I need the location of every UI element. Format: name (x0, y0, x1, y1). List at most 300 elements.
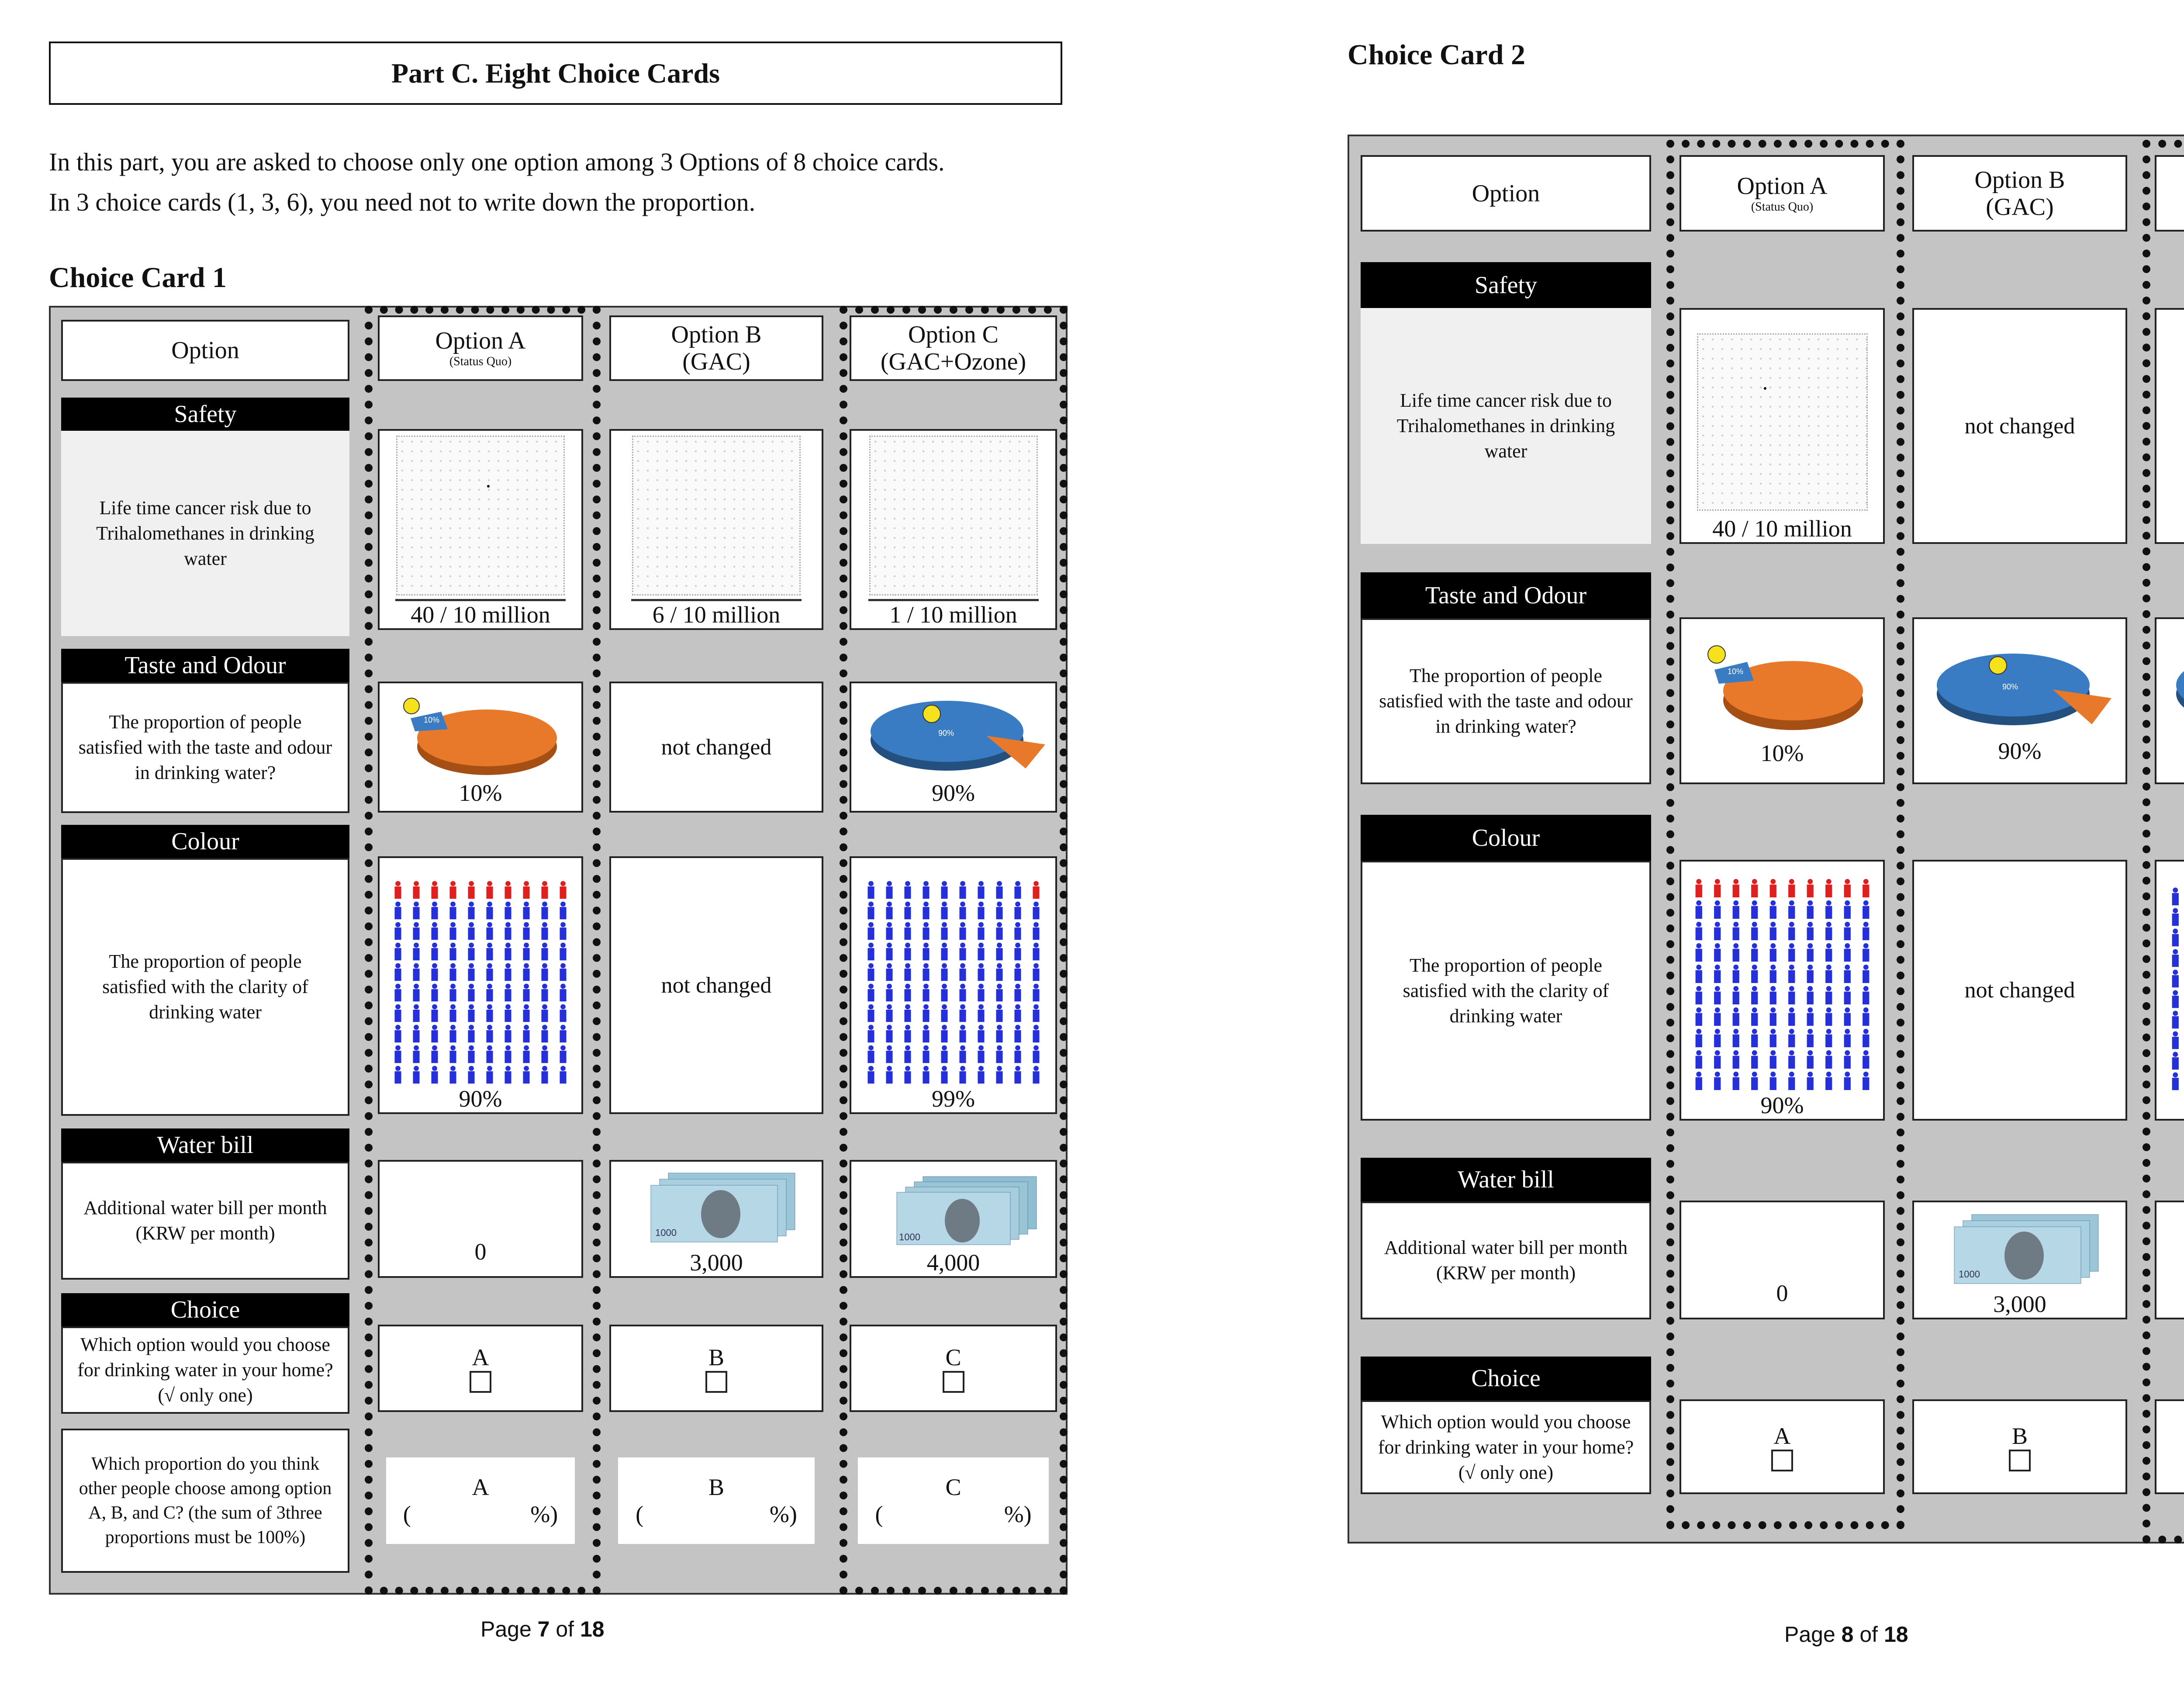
choice-b-checkbox[interactable] (705, 1371, 727, 1393)
person-icon (1769, 1050, 1776, 1069)
person-icon (413, 922, 419, 940)
risk-dot-grid (869, 436, 1038, 595)
smiley-icon (404, 698, 419, 714)
person-icon (1863, 986, 1869, 1004)
person-icon (1695, 1072, 1702, 1090)
person-icon (1732, 986, 1739, 1004)
person-icon (523, 1066, 529, 1084)
person-icon (523, 1045, 529, 1063)
person-icon (394, 963, 401, 981)
page-footer-right: Page 8 of 18 (1784, 1622, 1908, 1647)
person-icon (1751, 879, 1758, 897)
person-icon (886, 963, 892, 981)
person-icon (431, 963, 438, 981)
safety-option-b: 6 / 10 million (609, 429, 823, 630)
person-icon (523, 963, 529, 981)
person-icon (486, 984, 493, 1002)
person-icon (1807, 900, 1813, 919)
person-icon (1714, 1050, 1721, 1069)
person-icon (449, 963, 456, 981)
person-icon (941, 984, 947, 1002)
person-icon (486, 922, 493, 940)
person-icon (886, 881, 892, 899)
person-icon (1695, 965, 1702, 983)
person-icon (560, 1045, 566, 1063)
person-icon (394, 902, 401, 920)
person-icon (923, 902, 929, 920)
person-icon (941, 1045, 947, 1063)
choice-option-b[interactable]: B (609, 1325, 823, 1412)
person-icon (505, 1066, 511, 1084)
choice-b-checkbox[interactable] (2009, 1450, 2031, 1471)
pie-chart-10-percent (393, 688, 568, 779)
person-icon (523, 922, 529, 940)
person-icon (1714, 900, 1721, 919)
person-icon (886, 1004, 892, 1022)
option-b-header: Option B (GAC) (609, 315, 823, 381)
person-icon (867, 943, 874, 961)
colour-option-b: not changed (1912, 860, 2127, 1121)
svg-text:1000: 1000 (898, 1232, 920, 1243)
person-icon (978, 1066, 984, 1084)
person-icon (1714, 943, 1721, 962)
person-icon (996, 984, 1002, 1002)
person-icon (486, 963, 493, 981)
person-icon (978, 881, 984, 899)
person-icon (1714, 1029, 1721, 1047)
person-icon (523, 881, 529, 899)
person-icon (959, 943, 966, 961)
person-icon (886, 1045, 892, 1063)
person-icon (394, 881, 401, 899)
person-icon (1807, 986, 1813, 1004)
person-icon (1807, 965, 1813, 983)
taste-option-c: 90% 90% (850, 682, 1057, 813)
person-icon (1695, 1007, 1702, 1026)
taste-option-c (2155, 617, 2184, 784)
person-icon (978, 1045, 984, 1063)
banknote-stack-icon (2167, 1216, 2184, 1291)
person-icon (1714, 965, 1721, 983)
person-icon (541, 1045, 548, 1063)
person-icon (1732, 943, 1739, 962)
person-icon (904, 1066, 911, 1084)
person-icon (1788, 943, 1795, 962)
person-icon (505, 881, 511, 899)
person-icon (923, 1025, 929, 1043)
person-icon (413, 984, 419, 1002)
person-icon (413, 1004, 419, 1022)
person-icon (1732, 900, 1739, 919)
taste-description: The proportion of people satisfied with the taste and odour in drinking water? (61, 682, 349, 813)
person-icon (886, 1066, 892, 1084)
person-icon (1788, 900, 1795, 919)
person-icon (1825, 879, 1832, 897)
person-icon (978, 1025, 984, 1043)
svg-text:10%: 10% (424, 716, 440, 724)
person-icon (941, 1004, 947, 1022)
person-icon (413, 1045, 419, 1063)
person-icon (923, 881, 929, 899)
safety-option-a: 40 / 10 million (1679, 308, 1885, 544)
choice-description: Which option would you choose for drinking water in your home? (√ only one) (61, 1326, 349, 1414)
safety-header: Safety (61, 398, 349, 431)
person-icon (1751, 965, 1758, 983)
person-icon (449, 943, 456, 961)
taste-option-a: 10% 10% (1679, 617, 1885, 784)
person-icon (2172, 908, 2179, 926)
person-icon (560, 922, 566, 940)
person-icon (1714, 879, 1721, 897)
person-icon (867, 1045, 874, 1063)
people-grid-99 (862, 880, 1045, 1085)
person-icon (486, 881, 493, 899)
person-icon (1863, 943, 1869, 962)
colour-description: The proportion of people satisfied with the clarity of drinking water (1361, 861, 1651, 1121)
taste-option-a: 10% 10% (378, 682, 583, 813)
person-icon (541, 984, 548, 1002)
person-icon (959, 1025, 966, 1043)
taste-description: The proportion of people satisfied with the taste and odour in drinking water? (1361, 618, 1651, 784)
intro-text: In this part, you are asked to choose only one option among 3 Options of 8 choice cards. In 3 choice cards (1, 3, 6), you need not to write down the proportion. (49, 148, 945, 216)
person-icon (923, 1045, 929, 1063)
person-icon (1825, 900, 1832, 919)
proportion-b-input[interactable] (643, 1501, 770, 1528)
person-icon (904, 1025, 911, 1043)
pie-chart-90-percent (2163, 637, 2184, 737)
person-icon (886, 922, 892, 940)
person-icon (1033, 1025, 1039, 1043)
colour-option-a: 90% (1679, 860, 1885, 1121)
person-icon (560, 881, 566, 899)
person-icon (449, 1004, 456, 1022)
person-icon (1844, 965, 1850, 983)
person-icon (996, 1045, 1002, 1063)
choice-option-b[interactable]: B (1912, 1399, 2127, 1494)
water-bill-header: Water bill (1361, 1158, 1651, 1201)
person-icon (2172, 1073, 2179, 1090)
person-icon (1033, 902, 1039, 920)
person-icon (413, 963, 419, 981)
proportion-description: Which proportion do you think other people choose among option A, B, and C? (the sum of 3three proportions must be 100%) (61, 1429, 349, 1573)
person-icon (1014, 1045, 1021, 1063)
person-icon (996, 1025, 1002, 1043)
colour-option-c (2155, 860, 2184, 1121)
person-icon (959, 984, 966, 1002)
person-icon (468, 1045, 474, 1063)
person-icon (867, 902, 874, 920)
option-b-header: Option B (GAC) (1912, 155, 2127, 232)
person-icon (959, 1045, 966, 1063)
safety-header: Safety (1361, 262, 1651, 308)
person-icon (904, 984, 911, 1002)
risk-dot-grid (632, 436, 801, 595)
person-icon (1751, 1050, 1758, 1069)
person-icon (413, 881, 419, 899)
person-icon (449, 1066, 456, 1084)
option-a-header: Option A (Status Quo) (378, 315, 583, 381)
person-icon (2172, 970, 2179, 988)
person-icon (1807, 1050, 1813, 1069)
person-icon (449, 984, 456, 1002)
choice-header: Choice (1361, 1357, 1651, 1400)
person-icon (1863, 922, 1869, 940)
person-icon (2172, 929, 2179, 947)
person-icon (886, 1025, 892, 1043)
svg-text:1000: 1000 (1959, 1269, 1980, 1280)
choice-a-checkbox[interactable] (470, 1371, 491, 1393)
person-icon (867, 1004, 874, 1022)
person-icon (1732, 1029, 1739, 1047)
person-icon (867, 984, 874, 1002)
person-icon (867, 1025, 874, 1043)
person-icon (1844, 922, 1850, 940)
person-icon (923, 943, 929, 961)
person-icon (394, 1066, 401, 1084)
person-icon (1863, 879, 1869, 897)
person-icon (996, 881, 1002, 899)
person-icon (1695, 900, 1702, 919)
person-icon (1769, 965, 1776, 983)
person-icon (505, 902, 511, 920)
person-icon (1807, 879, 1813, 897)
person-icon (904, 881, 911, 899)
person-icon (1825, 1029, 1832, 1047)
person-icon (431, 1004, 438, 1022)
people-grid-90 (1690, 878, 1875, 1092)
person-icon (541, 881, 548, 899)
proportion-c-input[interactable] (883, 1501, 1004, 1528)
svg-text:90%: 90% (2002, 682, 2018, 691)
person-icon (449, 922, 456, 940)
person-icon (904, 1004, 911, 1022)
proportion-a-input[interactable] (411, 1501, 531, 1528)
person-icon (1863, 965, 1869, 983)
svg-text:90%: 90% (938, 729, 954, 737)
choice-c-checkbox[interactable] (943, 1371, 964, 1393)
pie-chart-10-percent (1690, 635, 1874, 740)
person-icon (1769, 943, 1776, 962)
person-icon (996, 943, 1002, 961)
person-icon (505, 1045, 511, 1063)
person-icon (1844, 900, 1850, 919)
person-icon (1863, 1007, 1869, 1026)
option-c-header (2155, 155, 2184, 232)
person-icon (867, 922, 874, 940)
person-icon (1825, 943, 1832, 962)
person-icon (505, 963, 511, 981)
person-icon (959, 1004, 966, 1022)
person-icon (1788, 1050, 1795, 1069)
person-icon (1769, 1007, 1776, 1026)
person-icon (1695, 986, 1702, 1004)
bill-option-c (2155, 1201, 2184, 1319)
person-icon (1751, 1029, 1758, 1047)
person-icon (505, 922, 511, 940)
person-icon (1769, 986, 1776, 1004)
person-icon (941, 881, 947, 899)
colour-header: Colour (1361, 815, 1651, 861)
person-icon (1825, 922, 1832, 940)
choice-option-c[interactable]: C (850, 1325, 1057, 1412)
person-icon (541, 902, 548, 920)
person-icon (394, 984, 401, 1002)
person-icon (904, 902, 911, 920)
person-icon (468, 1004, 474, 1022)
person-icon (1825, 965, 1832, 983)
taste-header: Taste and Odour (61, 649, 349, 682)
bill-option-a: 0 (378, 1160, 583, 1278)
person-icon (1769, 879, 1776, 897)
person-icon (1033, 922, 1039, 940)
person-icon (1751, 1007, 1758, 1026)
person-icon (1769, 1072, 1776, 1090)
person-icon (394, 1045, 401, 1063)
safety-description: Life time cancer risk due to Trihalomethanes in drinking water (1361, 308, 1651, 544)
person-icon (978, 943, 984, 961)
banknote-stack-icon (862, 1175, 1045, 1249)
person-icon (431, 984, 438, 1002)
option-a-header: Option A (Status Quo) (1679, 155, 1885, 232)
safety-option-c (2155, 308, 2184, 544)
person-icon (1714, 986, 1721, 1004)
person-icon (1788, 986, 1795, 1004)
people-grid-90 (389, 880, 572, 1085)
person-icon (959, 963, 966, 981)
person-icon (996, 902, 1002, 920)
person-icon (1695, 922, 1702, 940)
person-icon (1033, 984, 1039, 1002)
person-icon (1751, 943, 1758, 962)
person-icon (449, 881, 456, 899)
person-icon (904, 943, 911, 961)
person-icon (1033, 881, 1039, 899)
person-icon (1033, 963, 1039, 981)
person-icon (1769, 900, 1776, 919)
smiley-icon (1708, 646, 1725, 663)
person-icon (996, 963, 1002, 981)
choice-option-c[interactable] (2155, 1399, 2184, 1494)
bill-option-a: 0 (1679, 1201, 1885, 1319)
taste-option-b: 90% 90% (1912, 617, 2127, 784)
person-icon (867, 963, 874, 981)
person-icon (431, 922, 438, 940)
person-icon (2172, 990, 2179, 1008)
person-icon (560, 1004, 566, 1022)
person-icon (1844, 986, 1850, 1004)
choice-header: Choice (61, 1293, 349, 1326)
person-icon (1014, 922, 1021, 940)
person-icon (394, 943, 401, 961)
person-icon (431, 943, 438, 961)
person-icon (468, 1025, 474, 1043)
taste-option-b: not changed (609, 682, 823, 813)
person-icon (1751, 1072, 1758, 1090)
water-bill-description: Additional water bill per month (KRW per month) (1361, 1201, 1651, 1319)
option-header-cell: Option (61, 320, 349, 381)
person-icon (978, 922, 984, 940)
person-icon (2172, 1011, 2179, 1029)
option-c-header: Option C (GAC+Ozone) (850, 315, 1057, 381)
person-icon (541, 1025, 548, 1043)
person-icon (449, 1025, 456, 1043)
person-icon (1014, 943, 1021, 961)
person-icon (468, 902, 474, 920)
person-icon (1033, 943, 1039, 961)
person-icon (978, 902, 984, 920)
person-icon (1788, 965, 1795, 983)
person-icon (1844, 943, 1850, 962)
colour-option-a: 90% (378, 856, 583, 1114)
person-icon (1695, 1050, 1702, 1069)
person-icon (486, 902, 493, 920)
person-icon (468, 963, 474, 981)
choice-option-a[interactable]: A (1679, 1399, 1885, 1494)
safety-option-a: 40 / 10 million (378, 429, 583, 630)
person-icon (941, 963, 947, 981)
person-icon (468, 881, 474, 899)
safety-option-b: not changed (1912, 308, 2127, 544)
person-icon (1033, 1066, 1039, 1084)
person-icon (996, 1004, 1002, 1022)
person-icon (468, 922, 474, 940)
proportion-option-c: C ( %) (850, 1429, 1057, 1573)
person-icon (505, 984, 511, 1002)
person-icon (2172, 949, 2179, 967)
person-icon (1788, 1029, 1795, 1047)
choice-card-2-label: Choice Card 2 (1348, 39, 1525, 71)
person-icon (1825, 1072, 1832, 1090)
person-icon (923, 1004, 929, 1022)
person-icon (468, 943, 474, 961)
person-icon (1844, 1050, 1850, 1069)
person-icon (1769, 922, 1776, 940)
person-icon (523, 902, 529, 920)
water-bill-header: Water bill (61, 1128, 349, 1162)
person-icon (1014, 1025, 1021, 1043)
page-footer-left: Page 7 of 18 (480, 1617, 605, 1641)
person-icon (468, 1066, 474, 1084)
person-icon (1732, 879, 1739, 897)
banknote-stack-icon (1932, 1212, 2107, 1291)
person-icon (560, 1025, 566, 1043)
choice-option-a[interactable]: A (378, 1325, 583, 1412)
person-icon (996, 922, 1002, 940)
person-icon (541, 1066, 548, 1084)
choice-a-checkbox[interactable] (1771, 1450, 1793, 1471)
colour-option-b: not changed (609, 856, 823, 1114)
person-icon (1807, 1007, 1813, 1026)
person-icon (1863, 1050, 1869, 1069)
person-icon (1014, 963, 1021, 981)
person-icon (2172, 1031, 2179, 1049)
person-icon (1751, 986, 1758, 1004)
person-icon (1807, 1029, 1813, 1047)
person-icon (413, 1025, 419, 1043)
person-icon (541, 963, 548, 981)
person-icon (541, 922, 548, 940)
person-icon (523, 943, 529, 961)
person-icon (560, 1066, 566, 1084)
person-icon (1732, 965, 1739, 983)
person-icon (505, 943, 511, 961)
person-icon (1732, 1007, 1739, 1026)
person-icon (941, 1025, 947, 1043)
person-icon (1695, 879, 1702, 897)
person-icon (941, 943, 947, 961)
person-icon (1863, 1029, 1869, 1047)
person-icon (1788, 1072, 1795, 1090)
